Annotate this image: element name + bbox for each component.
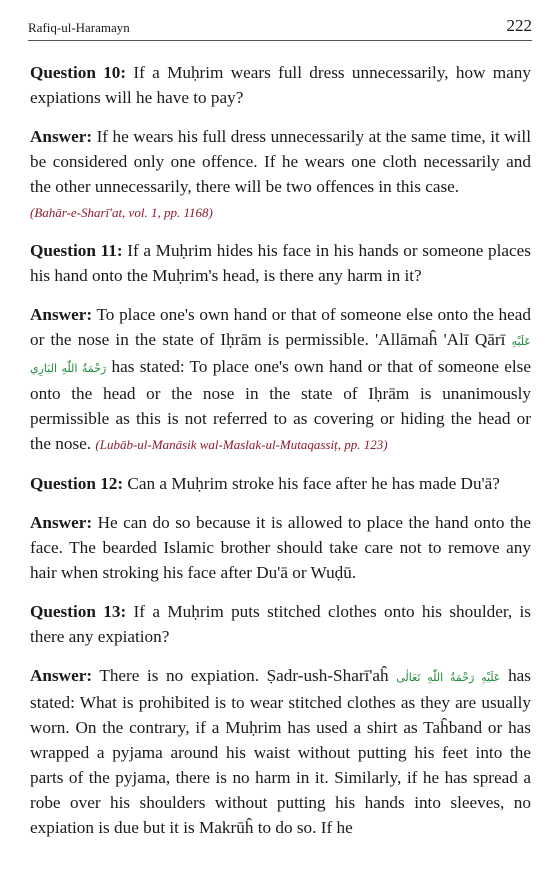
answer-label: Answer: — [30, 127, 93, 146]
arabic-honorific: عَلَيْهِ رَحْمَةُ اللّٰهِ تَعَالٰى — [396, 671, 501, 684]
question-text: If a Muḥrim wears full dress unnecessarily, how many expiations will he have to pay? — [30, 63, 531, 107]
answer-11 — [30, 302, 531, 457]
citation: (Bahār-e-Sharī'at, vol. 1, pp. 1168) — [30, 205, 213, 220]
answer-13 — [30, 663, 531, 840]
answer-text-continued: has stated: What is prohibited is to wear stitched clothes as they are usually worn. On the contrary, if a Muḥrim has used a shirt as Taĥband or has wrapped a pyjama around his waist without putting his feet into the parts of the pyjama, there is no harm in it. Similarly, if he has spread a robe over his shoulders without putting his hands into sleeves, no expiation is due but it is Makrūĥ to do so. If he — [30, 666, 531, 837]
question-label: Question 13: — [30, 602, 127, 621]
question-text: Can a Muḥrim stroke his face after he has made Du'ā? — [123, 474, 500, 493]
question-label: Question 11: — [30, 241, 123, 260]
citation: (Lubāb-ul-Manāsik wal-Maslak-ul-Mutaqassiṭ, pp. 123) — [95, 437, 388, 452]
answer-text: If he wears his full dress unnecessarily at the same time, it will be considered only one offence. If he wears one cloth necessarily and the other unnecessarily, there will be two offences in this case. — [30, 127, 531, 196]
answer-label: Answer: — [30, 666, 93, 685]
answer-10 — [30, 124, 531, 225]
arabic-honorific: عَلَيْهِ رَحْمَةُ اللّٰهِ البَارِي — [30, 335, 531, 375]
answer-12 — [30, 510, 531, 585]
question-11 — [30, 238, 531, 288]
book-title: Rafiq-ul-Haramayn — [28, 20, 130, 35]
question-13 — [30, 599, 531, 649]
question-10 — [30, 60, 531, 110]
answer-label: Answer: — [30, 513, 93, 532]
question-text: If a Muḥrim puts stitched clothes onto his shoulder, is there any expiation? — [30, 602, 531, 646]
page-number: 222 — [506, 16, 532, 35]
question-label: Question 10: — [30, 63, 127, 82]
running-header — [28, 14, 532, 41]
answer-text: To place one's own hand or that of someone else onto the head or the nose in the state of Iḥrām is permissible. 'Allāmaĥ 'Alī Qārī — [30, 305, 531, 349]
answer-label: Answer: — [30, 305, 93, 324]
answer-text-continued: has stated: To place one's own hand or that of someone else onto the head or the nose in the state of Iḥrām is unanimously permissible as this is not referred to as covering or hiding the head or the nose. — [30, 357, 531, 453]
question-12 — [30, 471, 531, 496]
answer-text: There is no expiation. Ṣadr-ush-Sharī'aĥ — [92, 666, 397, 685]
question-label: Question 12: — [30, 474, 124, 493]
answer-text: He can do so because it is allowed to place the hand onto the face. The bearded Islamic brother should take care not to remove any hair when stroking his face after Du'ā or Wuḍū. — [30, 513, 531, 582]
page-content — [30, 60, 531, 880]
question-text: If a Muḥrim hides his face in his hands or someone places his hand onto the Muḥrim's head, is there any harm in it? — [30, 241, 531, 285]
